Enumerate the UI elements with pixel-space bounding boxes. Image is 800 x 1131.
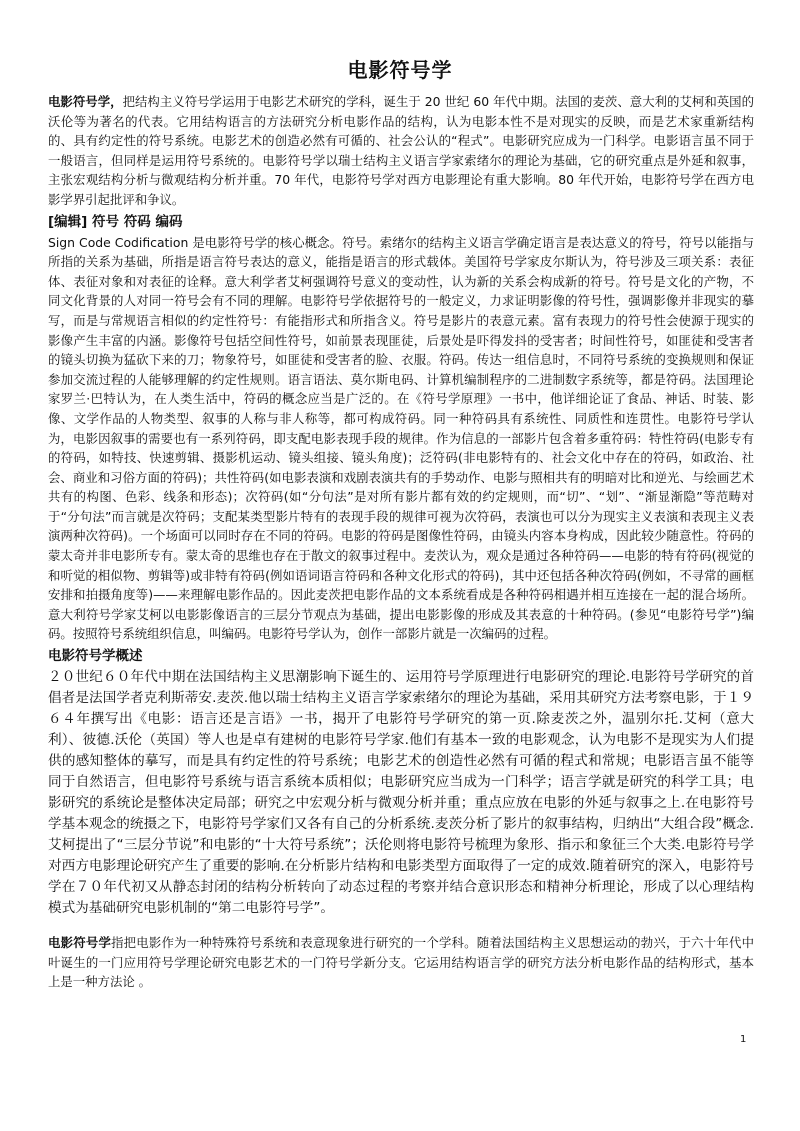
section-heading-overview: 电影符号学概述 [48, 648, 143, 665]
intro-text: 把结构主义符号学运用于电影艺术研究的学科，诞生于 20 世纪 60 年代中期。法国的麦茨、意大利的艾柯和英国的沃伦等为著名的代表。它用结构语言的方法研究分析电影作品的结构，认为电影本性不是对现实的反映，而是艺术家重新结构的、具有约定性的符号系统。电影艺术的创造必然有可循的、社会公认的“程式”。电影研究应成为一门科学。电影语言虽不同于一般语言，但同样是运用符号系统的。电影符号学以瑞士结构主义语言学家索绪尔的理论为基础，它的研究重点是外延和叙事，主张宏观结构分析与微观结构分析并重。70 年代，电影符号学对西方电影理论有重大影响。80 年代开始，电影符号学在西方电影学界引起批评和争议。 [48, 94, 754, 207]
closing-text: 指把电影作为一种特殊符号系统和表意现象进行研究的一个学科。随着法国结构主义思想运动的勃兴，于六十年代中叶诞生的一门应用符号学理论研究电影艺术的一门符号学新分支。它运用结构语言学的研究方法分析电影作品的结构形式，基本上是一种方法论 。 [48, 935, 755, 990]
page-title: 电影符号学 [347, 58, 453, 82]
section-heading-sign-code: [编辑] 符号 符码 编码 [48, 213, 183, 230]
page-number: 1 [740, 1034, 747, 1045]
closing-paragraph [48, 933, 754, 992]
overview-paragraph: ２０世纪６０年代中期在法国结构主义思潮影响下诞生的、运用符号学原理进行电影研究的理论.电影符号学研究的首倡者是法国学者克利斯蒂安.麦茨.他以瑞士结构主义语言学家索绪尔的理论为基础，采用其研究方法考察电影，于１９６４年撰写出《电影：语言还是言语》一书，揭开了电影符号学研究的第一页.除麦茨之外，温别尔托.艾柯（意大利）、彼德.沃伦（英国）等人也是卓有建树的电影符号学家.他们有基本一致的电影观念，认为电影不是现实为人们提供的感知整体的摹写，而是具有约定性的符号系统；电影艺术的创造性必然有可循的程式和常规；电影语言虽不能等同于自然语言，但电影符号系统与语言系统本质相似；电影研究应当成为一门科学；语言学就是研究的科学工具；电影研究的系统论是整体决定局部；研究之中宏观分析与微观分析并重；重点应放在电影的外延与叙事之上.在电影符号学基本观念的统摄之下，电影符号学家们又各有自己的分析系统.麦茨分析了影片的叙事结构，归纳出“大组合段”概念.艾柯提出了“三层分节说”和电影的“十大符号系统”；沃伦则将电影符号梳理为象形、指示和象征三个大类.电影符号学对西方电影理论研究产生了重要的影响.在分析影片结构和电影类型方面取得了一定的成效.随着研究的深入，电影符号学在７０年代初又从静态封闭的结构分析转向了动态过程的考察并结合意识形态和精神分析理论，形成了以心理结构模式为基础研究电影机制的“第二电影符号学”。 [48, 669, 754, 917]
closing-lead-term: 电影符号学 [48, 935, 112, 951]
intro-paragraph [48, 92, 754, 210]
intro-lead-term: 电影符号学， [48, 94, 123, 109]
document-body [48, 92, 754, 992]
sign-code-paragraph: Sign Code Codification 是电影符号学的核心概念。符号。索绪尔的结构主义语言学确定语言是表达意义的符号，符号以能指与所指的关系为基础，所指是语言符号表达的意义，能指是语言的形式载体。美国符号学家皮尔斯认为，符号涉及三项关系：表征体、表征对象和对表征的诠释。意大利学者艾柯强调符号意义的变动性，认为新的关系会构成新的符号。符号是文化的产物，不同文化背景的人对同一符号会有不同的理解。电影符号学依据符号的一般定义，力求证明影像的符号性，强调影像并非现实的摹写，而是与常规语言相似的约定性符号：有能指形式和所指含义。符号是影片的表意元素。富有表现力的符号性会使源于现实的影像产生丰富的内涵。影像符号包括空间性符号，如前景表现匪徒，后景处是吓得发抖的受害者；时间性符号，如匪徒和受害者的镜头切换为猛砍下来的刀；物象符号，如匪徒和受害者的脸、衣服。符码。传达一组信息时，不同符号系统的变换规则和保证参加交流过程的人能够理解的约定性规则。语言语法、莫尔斯电码、计算机编制程序的二进制数字系统等，都是符码。法国理论家罗兰·巴特认为，在人类生活中，符码的概念应当是广泛的。在《符号学原理》一书中，他详细论证了食品、神话、时装、影像、文学作品的人物类型、叙事的人称与非人称等，都可构成符码。同一种符码具有系统性、同质性和连贯性。电影符号学认为，电影因叙事的需要也有一系列符码，即支配电影表现手段的规律。作为信息的一部影片包含着多重符码：特性符码(电影专有的符码，如特技、快速剪辑、摄影机运动、镜头组接、镜头角度)；泛符码(非电影特有的、社会文化中存在的符码，如政治、社会、商业和习俗方面的符码)；共性符码(如电影表演和戏剧表演共有的手势动作、电影与照相共有的明暗对比和逆光、与绘画艺术共有的构图、色彩、线条和形态)；次符码(如“分句法”是对所有影片都有效的约定规则，而“切”、“划”、“渐显渐隐”等范畴对于“分句法”而言就是次符码；支配某类型影片特有的表现手段的规律可视为次符码，表演也可以分为现实主义表演和表现主义表演两种次符码)。一个场面可以同时存在不同的符码。电影的符码是图像性符码，由镜头内容本身构成，因此较少随意性。符码的蒙太奇并非电影所专有。蒙太奇的思维也存在于散文的叙事过程中。麦茨认为，观众是通过各种符码——电影的特有符码(视觉的和听觉的相似物、剪辑等)或非特有符码(例如语词语言符码和各种文化形式的符码)，其中还包括各种次符码(例如，不寻常的画框安排和拍摄角度等)——来理解电影作品的。因此麦茨把电影作品的文本系统看成是各种符码相遇并相互连接在一起的混合场所。意大利符号学家艾柯以电影影像语言的三层分节观点为基础，提出电影影像的形成及其表意的十种符码。(参见“电影符号学”)编码。按照符号系统组织信息，叫编码。电影符号学认为，创作一部影片就是一次编码的过程。 [48, 234, 754, 642]
